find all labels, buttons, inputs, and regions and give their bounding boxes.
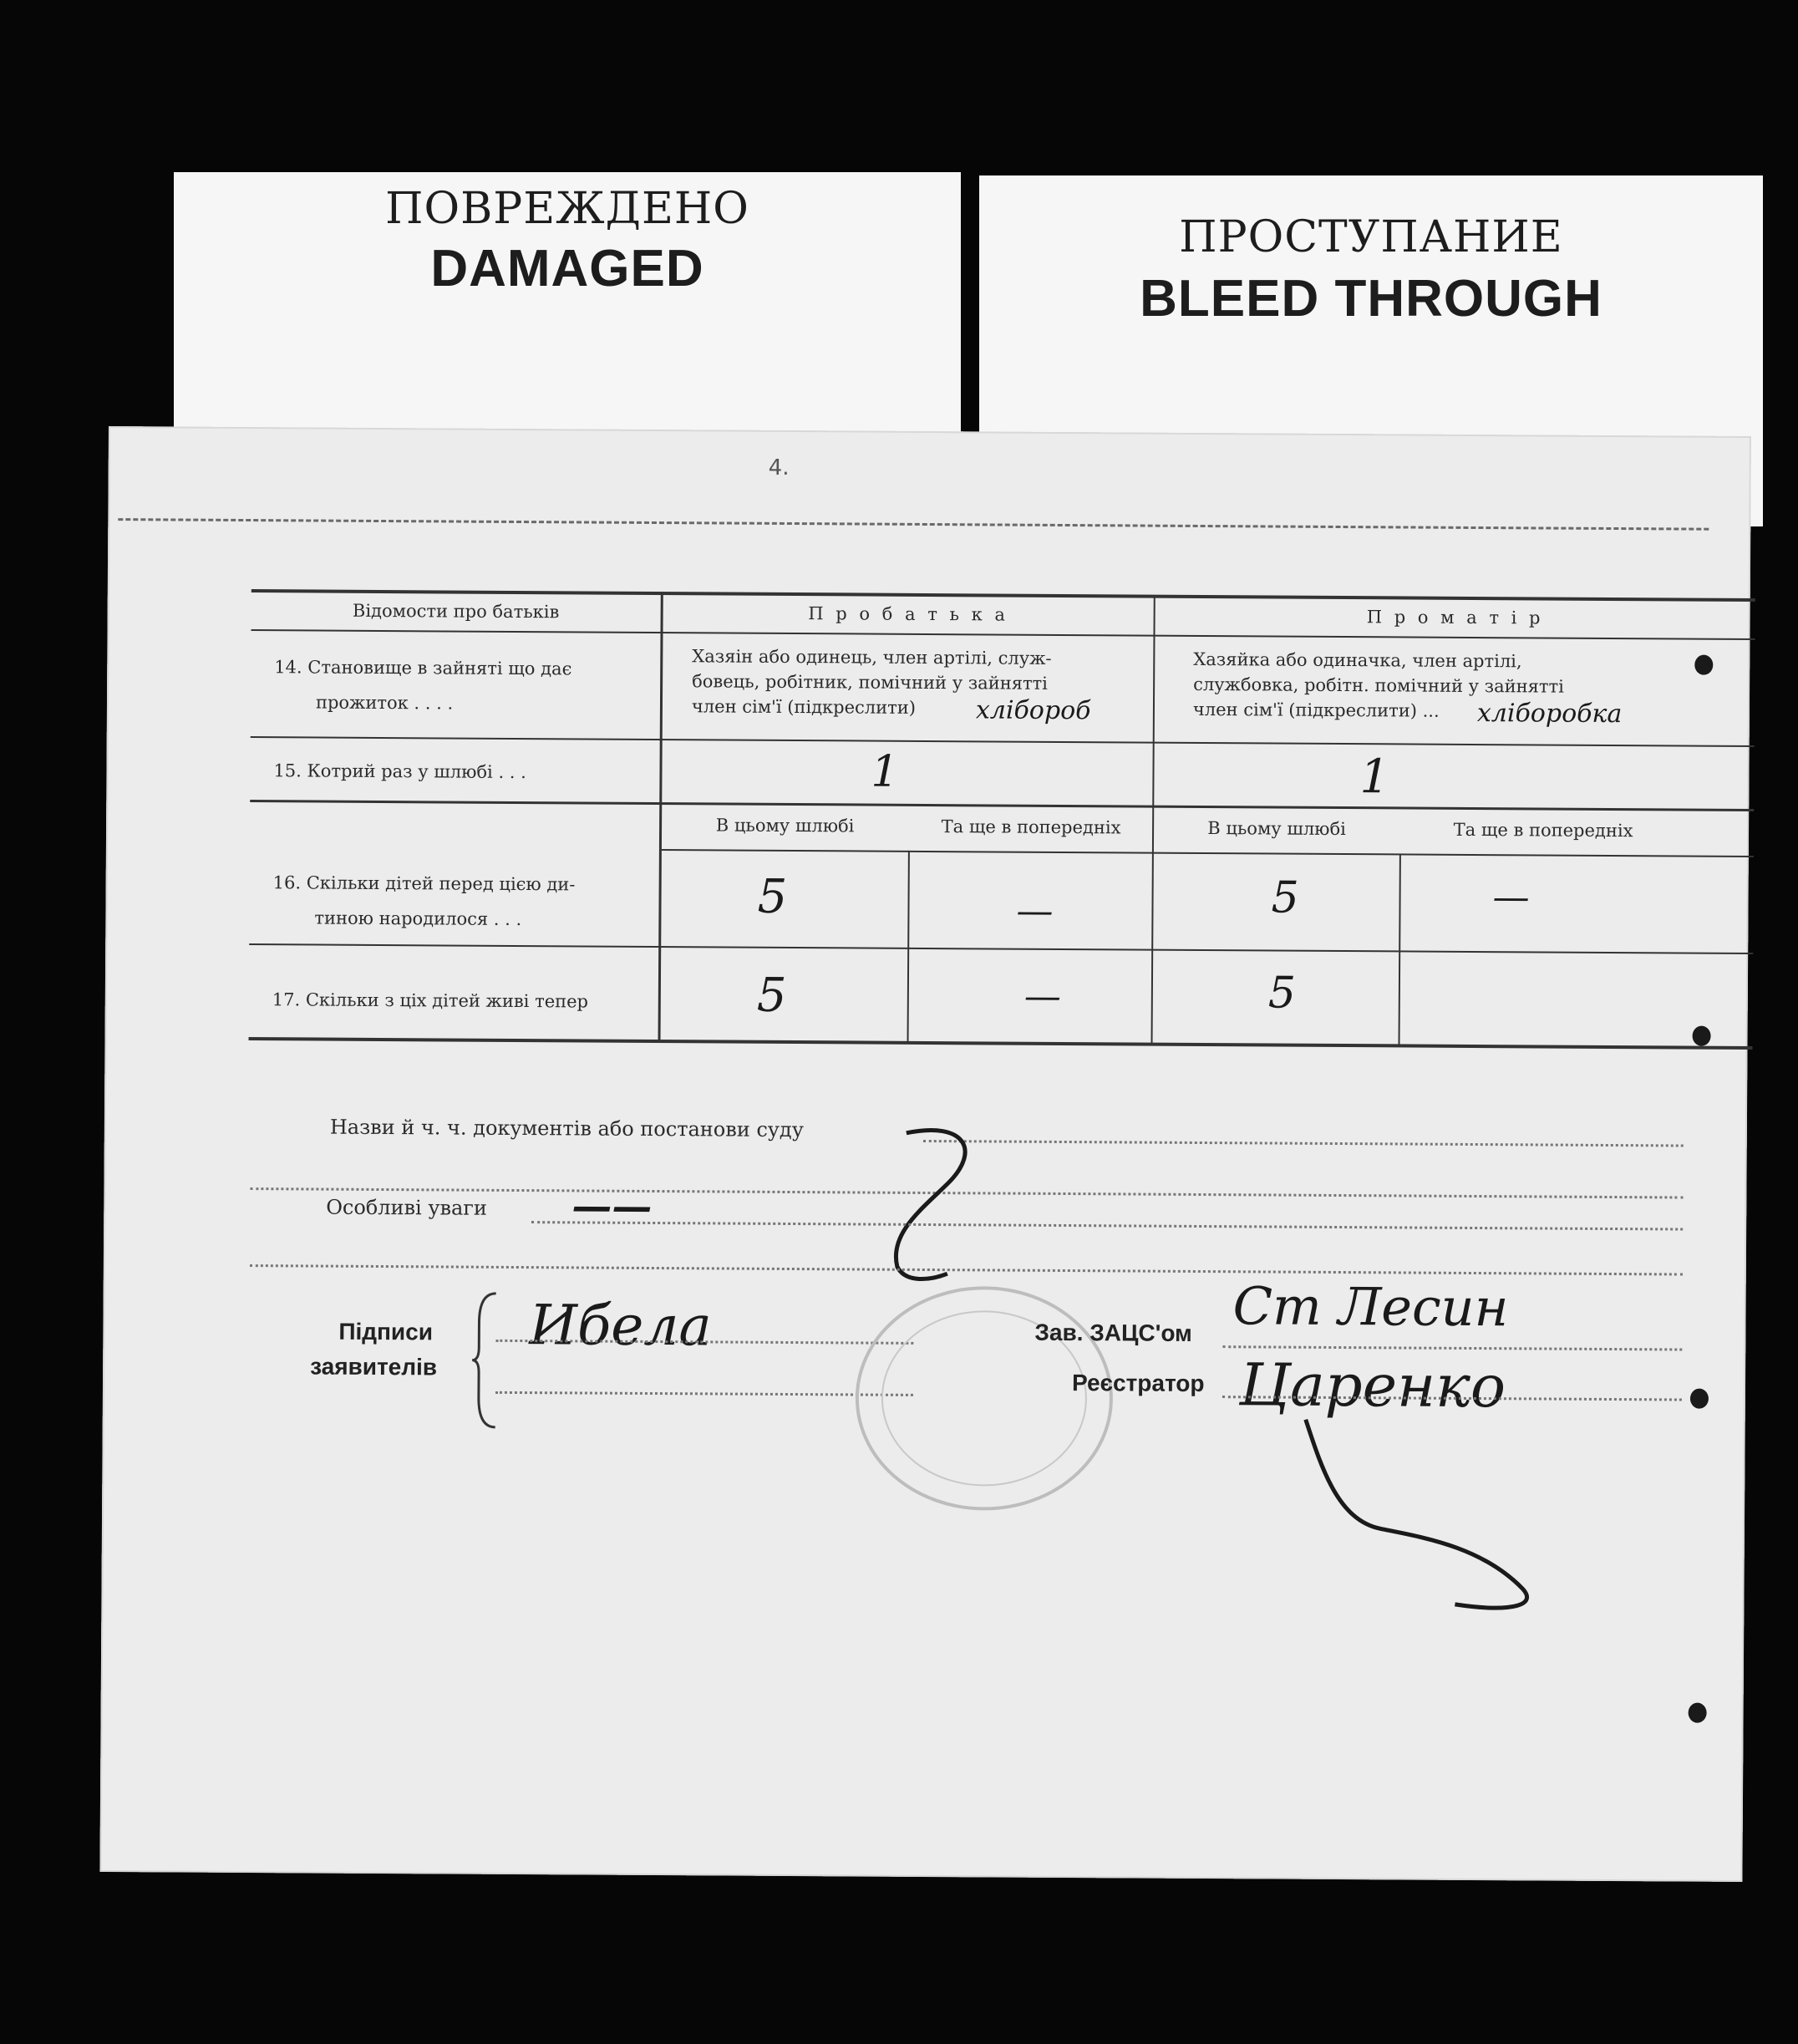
registrar-signature: Царенко [1238,1350,1506,1421]
subheader-mother-previous: Та ще в попередніх [1453,819,1633,841]
header-mother: П р о м а т і р [1366,607,1544,628]
row14-father-line2: бовець, робітник, помічний у зайнятті [692,671,1049,694]
row16-bottom-rule [249,943,1753,954]
row16-father-prev: — [1016,889,1054,933]
row16-label-line2: тиною народилося . . . [314,908,522,930]
registrar-label: Реєстратор [1071,1370,1205,1397]
head-label: Зав. ЗАЦС'ом [1034,1319,1192,1346]
row16-mother-this: 5 [1271,872,1299,923]
row17-father-prev: — [1023,974,1062,1018]
header-info: Відомости про батьків [352,600,560,623]
row14-father-line1: Хазяін або одинець, член артілі, служ- [692,646,1052,669]
punch-hole [1693,1026,1711,1046]
col-divider-3 [907,851,910,1043]
applicants-label-line1: Підписи [338,1318,434,1345]
notes-handwriting: —— [571,1182,653,1230]
row14-father-handwriting: хлібороб [975,695,1091,726]
row15-mother-value: 1 [1359,750,1390,805]
subheader-bottom-rule [662,849,1754,857]
row17-label: 17. Скільки з ціх дітей живі тепер [272,989,589,1012]
subheader-mother-this: В цьому шлюбі [1207,818,1346,840]
row17-mother-this: 5 [1267,968,1297,1019]
row14-bottom-rule [251,736,1755,747]
tear-line [118,518,1709,531]
row16-father-this: 5 [757,869,788,924]
subheader-father-previous: Та ще в попередніх [941,816,1121,838]
row14-mother-line1: Хазяйка або одиначка, член артілі, [1193,648,1522,672]
notes-line-1 [531,1221,1683,1230]
row14-mother-line3: член сім'ї (підкреслити) ... [1192,699,1440,721]
row14-label-line2: прожиток . . . . [315,692,454,714]
registrar-signature-flourish [1288,1403,1640,1623]
documents-handwritten-mark [872,1116,1040,1293]
row17-father-this: 5 [756,968,787,1023]
header-father: П р о б а т ь к а [808,603,1009,625]
page-mark: 4. [768,455,790,480]
notes-label: Особливі уваги [326,1195,487,1220]
subheader-father-this: В цьому шлюбі [715,815,855,836]
table-bottom-rule [249,1037,1753,1050]
bleed-label-ru: ПРОСТУПАНИЕ [1179,212,1563,262]
row14-mother-line2: службовка, робітн. помічний у зайнятті [1193,674,1564,697]
applicants-label-line2: заявителів [310,1353,438,1380]
row15-label: 15. Котрий раз у шлюбі . . . [273,760,526,783]
head-signature: Ст Лесин [1232,1275,1509,1339]
applicant-signature: Ибела [529,1293,712,1359]
documents-label: Назви й ч. ч. документів або постанови суду [329,1115,804,1142]
applicants-brace [470,1289,505,1431]
row15-father-value: 1 [871,746,899,797]
document-sheet [99,426,1751,1882]
row14-mother-handwriting: хліборобка [1476,699,1623,730]
punch-hole [1694,655,1713,675]
damaged-label-en: DAMAGED [430,240,704,297]
punch-hole [1689,1703,1707,1723]
head-line [1222,1345,1682,1350]
row14-label-line1: 14. Становище в зайняті що дає [274,657,572,679]
row15-bottom-rule [250,800,1754,811]
damaged-label-ru: ПОВРЕЖДЕНО [385,184,749,234]
bleed-label-en: BLEED THROUGH [1140,270,1602,328]
col-divider-4 [1398,853,1400,1045]
official-stamp [846,1276,1123,1520]
row16-label-line1: 16. Скільки дітей перед цією ди- [272,872,576,895]
row16-mother-prev: — [1492,876,1530,919]
row14-father-line3: член сім'ї (підкреслити) [691,696,917,718]
punch-hole [1690,1389,1709,1409]
